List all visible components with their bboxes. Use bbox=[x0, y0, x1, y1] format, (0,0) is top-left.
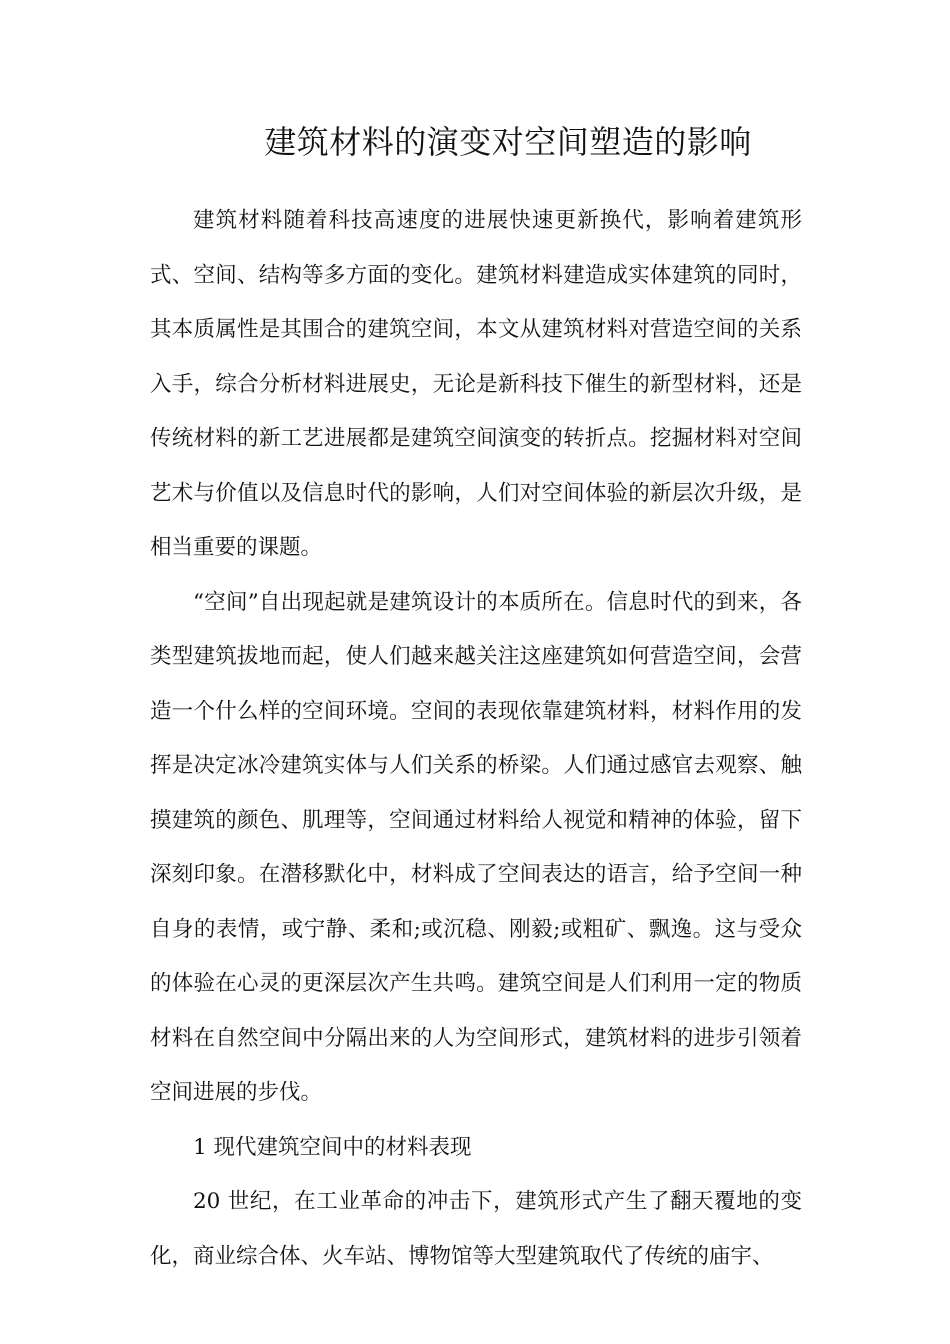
document-title: 建筑材料的演变对空间塑造的影响 bbox=[264, 123, 752, 161]
paragraph-abstract: 建筑材料随着科技高速度的进展快速更新换代，影响着建筑形式、空间、结构等多方面的变化。建筑材料建造成实体建筑的同时，其本质属性是其围合的建筑空间，本文从建筑材料对营造空间的关系入手，综合分析材料进展史，无论是新科技下催生的新型材料，还是传统材料的新工艺进展都是建筑空间演变的转折点。挖掘材料对空间艺术与价值以及信息时代的影响，人们对空间体验的新层次升级，是相当重要的课题。 bbox=[150, 208, 802, 560]
paragraph-20th-century: 20 世纪，在工业革命的冲击下，建筑形式产生了翻天覆地的变化，商业综合体、火车站、博物馆等大型建筑取代了传统的庙宇、 bbox=[150, 1189, 802, 1269]
document-body bbox=[150, 194, 802, 1284]
section-heading: 1 现代建筑空间中的材料表现 bbox=[193, 1134, 472, 1160]
paragraph-space: “空间”自出现起就是建筑设计的本质所在。信息时代的到来，各类型建筑拔地而起，使人们越来越关注这座建筑如何营造空间，会营造一个什么样的空间环境。空间的表现依靠建筑材料，材料作用的发挥是决定冰冷建筑实体与人们关系的桥梁。人们通过感官去观察、触摸建筑的颜色、肌理等，空间通过材料给人视觉和精神的体验，留下深刻印象。在潜移默化中，材料成了空间表达的语言，给予空间一种自身的表情，或宁静、柔和;或沉稳、刚毅;或粗矿、飘逸。这与受众的体验在心灵的更深层次产生共鸣。建筑空间是人们利用一定的物质材料在自然空间中分隔出来的人为空间形式，建筑材料的进步引领着空间进展的步伐。 bbox=[150, 589, 802, 1105]
